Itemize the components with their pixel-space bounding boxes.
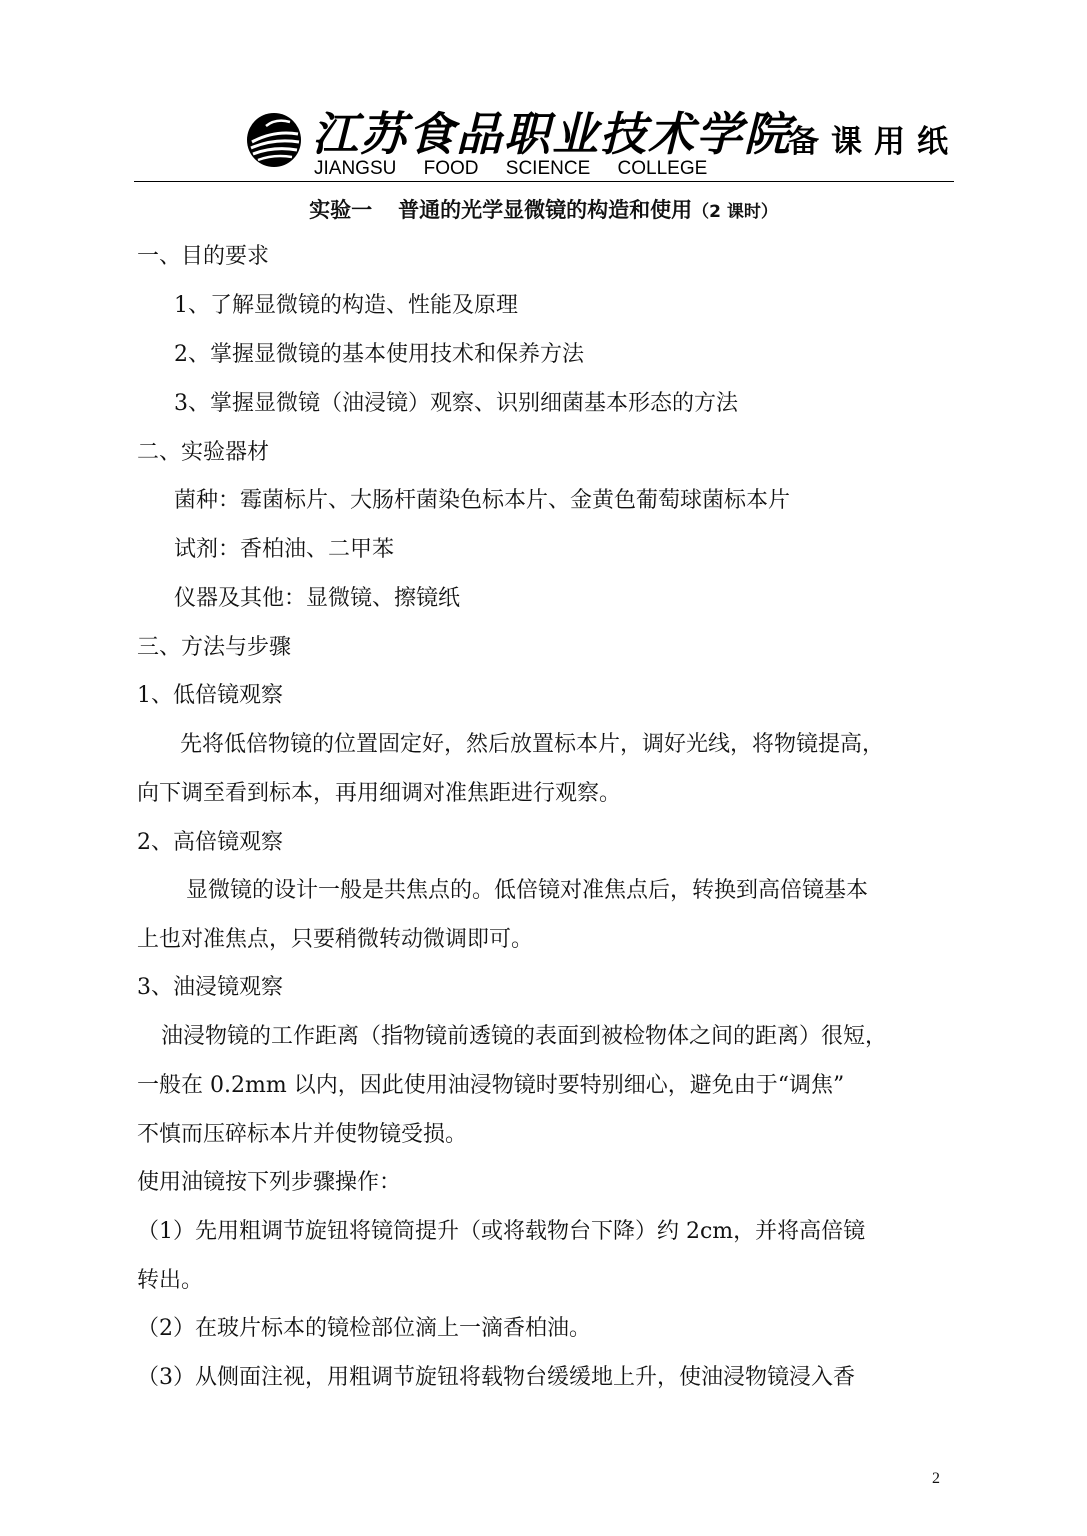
paragraph-line: 向下调至看到标本，再用细调对准焦距进行观察。	[137, 781, 622, 806]
subsection-heading: 2、高倍镜观察	[137, 830, 283, 855]
title-hours: （2 课时）	[692, 202, 778, 222]
list-item: 试剂：香柏油、二甲苯	[174, 537, 395, 562]
list-item: 3、掌握显微镜（油浸镜）观察、识别细菌基本形态的方法	[174, 391, 738, 416]
list-item: 2、掌握显微镜的基本使用技术和保养方法	[174, 342, 584, 367]
college-logo-icon	[246, 112, 302, 168]
step-line: （3）从侧面注视，用粗调节旋钮将载物台缓缓地上升，使油浸物镜浸入香	[137, 1365, 855, 1390]
paragraph-line: 显微镜的设计一般是共焦点的。低倍镜对准焦点后，转换到高倍镜基本	[186, 878, 869, 903]
step-line: （2）在玻片标本的镜检部位滴上一滴香柏油。	[137, 1316, 591, 1341]
list-item: 菌种：霉菌标片、大肠杆菌染色标本片、金黄色葡萄球菌标本片	[174, 488, 791, 513]
list-item: 仪器及其他：显微镜、擦镜纸	[174, 586, 461, 611]
paragraph-line: 先将低倍物镜的位置固定好，然后放置标本片，调好光线，将物镜提高，	[180, 732, 885, 757]
step-line: 转出。	[137, 1268, 204, 1293]
header-rule	[134, 181, 954, 182]
paragraph-line: 油浸物镜的工作距离（指物镜前透镜的表面到被检物体之间的距离）很短，	[161, 1024, 888, 1049]
page-number: 2	[932, 1470, 940, 1487]
step-line: （1）先用粗调节旋钮将镜筒提升（或将载物台下降）约 2cm，并将高倍镜	[137, 1219, 866, 1244]
title-experiment: 实验一	[309, 198, 373, 222]
college-name-cn: 江苏食品职业技术学院	[312, 107, 792, 161]
section-heading: 一、目的要求	[137, 244, 270, 269]
paragraph-line: 上也对准焦点，只要稍微转动微调即可。	[137, 927, 534, 952]
section-heading: 三、方法与步骤	[137, 635, 292, 660]
paragraph-line: 不慎而压碎标本片并使物镜受损。	[137, 1122, 468, 1147]
college-name-en: JIANGSU FOOD SCIENCE COLLEGE	[314, 158, 708, 179]
page-header	[0, 0, 1087, 190]
document-title	[0, 194, 1087, 224]
subsection-heading: 3、油浸镜观察	[137, 975, 283, 1000]
list-item: 1、了解显微镜的构造、性能及原理	[174, 293, 518, 318]
subsection-heading: 1、低倍镜观察	[137, 683, 283, 708]
title-name: 普通的光学显微镜的构造和使用	[398, 198, 693, 222]
paper-label: 备课用纸	[788, 124, 960, 160]
paragraph-line: 使用油镜按下列步骤操作：	[137, 1170, 402, 1195]
section-heading: 二、实验器材	[137, 440, 270, 465]
paragraph-line: 一般在 0.2mm 以内，因此使用油浸物镜时要特别细心，避免由于“调焦”	[137, 1073, 845, 1098]
